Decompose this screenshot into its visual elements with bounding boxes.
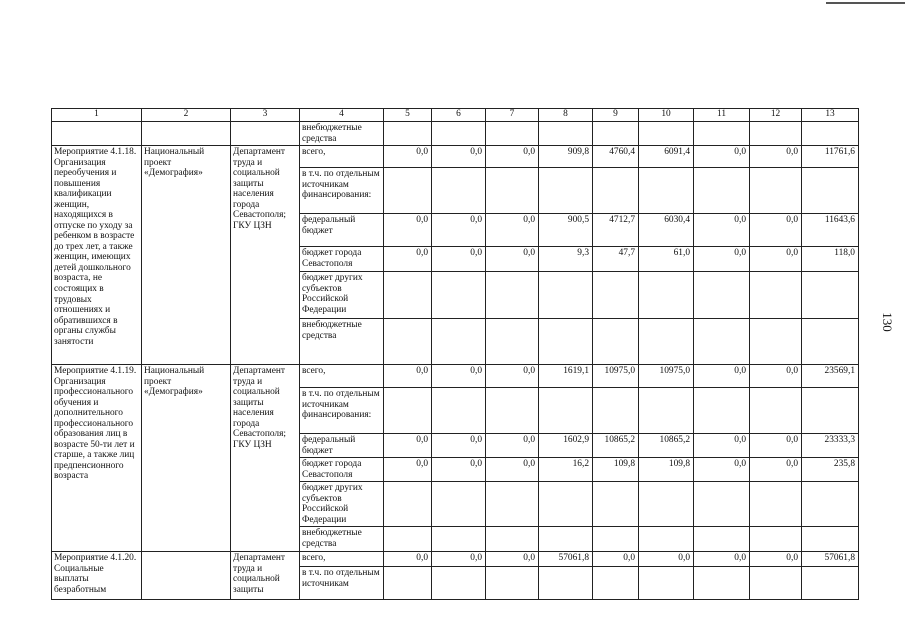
value-cell: 0,0 [694, 365, 750, 388]
value-cell [639, 122, 694, 146]
funding-source: всего, [300, 146, 384, 168]
value-cell: 11761,6 [802, 146, 859, 168]
executor: Департамент труда и социальной защиты населения города Севастополя; ГКУ ЦЗН [231, 146, 300, 365]
funding-source: федеральный бюджет [300, 434, 384, 458]
value-cell: 10865,2 [639, 434, 694, 458]
value-cell: 109,8 [639, 458, 694, 482]
empty-cell [142, 122, 231, 146]
value-cell: 0,0 [432, 146, 486, 168]
value-cell [539, 168, 593, 214]
value-cell: 0,0 [694, 552, 750, 567]
value-cell: 16,2 [539, 458, 593, 482]
value-cell: 0,0 [486, 458, 539, 482]
value-cell [593, 272, 639, 319]
value-cell: 0,0 [384, 552, 432, 567]
value-cell: 1619,1 [539, 365, 593, 388]
value-cell [639, 168, 694, 214]
value-cell: 57061,8 [802, 552, 859, 567]
value-cell [639, 388, 694, 434]
value-cell: 0,0 [486, 146, 539, 168]
funding-source: внебюджетные средства [300, 527, 384, 552]
value-cell: 0,0 [384, 458, 432, 482]
funding-source: всего, [300, 552, 384, 567]
value-cell: 10975,0 [639, 365, 694, 388]
funding-source: внебюджетные средства [300, 122, 384, 146]
value-cell [486, 168, 539, 214]
header-cell: 7 [486, 109, 539, 122]
value-cell [432, 482, 486, 527]
value-cell [639, 567, 694, 600]
value-cell [750, 272, 802, 319]
value-cell [593, 567, 639, 600]
value-cell: 0,0 [639, 552, 694, 567]
value-cell [432, 272, 486, 319]
value-cell: 6091,4 [639, 146, 694, 168]
value-cell: 0,0 [486, 247, 539, 272]
value-cell: 61,0 [639, 247, 694, 272]
funding-source: бюджет других субъектов Российской Федерации [300, 272, 384, 319]
value-cell: 0,0 [694, 214, 750, 247]
header-cell: 6 [432, 109, 486, 122]
value-cell [750, 388, 802, 434]
value-cell: 0,0 [694, 434, 750, 458]
value-cell [486, 388, 539, 434]
value-cell [539, 482, 593, 527]
value-cell: 0,0 [432, 247, 486, 272]
value-cell [486, 527, 539, 552]
value-cell [802, 319, 859, 365]
header-cell: 4 [300, 109, 384, 122]
value-cell: 0,0 [432, 365, 486, 388]
value-cell [802, 122, 859, 146]
header-cell: 2 [142, 109, 231, 122]
value-cell [432, 319, 486, 365]
continuation-row [52, 122, 859, 146]
measure-name: Мероприятие 4.1.18. Организация переобучения и повышения квалификации женщин, находящихся в отпуске по уходу за ребенком в возрасте до трех лет, а также женщин, имеющих детей дошкольного возраста, не состоящих в трудовых отношениях и обратившихся в органы службы занятости [52, 146, 142, 365]
value-cell: 11643,6 [802, 214, 859, 247]
value-cell: 0,0 [750, 434, 802, 458]
header-cell: 1 [52, 109, 142, 122]
value-cell: 1602,9 [539, 434, 593, 458]
value-cell [593, 122, 639, 146]
value-cell [802, 482, 859, 527]
value-cell [486, 122, 539, 146]
header-cell: 9 [593, 109, 639, 122]
value-cell [750, 168, 802, 214]
value-cell [750, 482, 802, 527]
value-cell [694, 567, 750, 600]
value-cell [384, 482, 432, 527]
value-cell [432, 388, 486, 434]
value-cell [539, 388, 593, 434]
value-cell: 0,0 [593, 552, 639, 567]
value-cell: 0,0 [384, 434, 432, 458]
value-cell: 0,0 [694, 247, 750, 272]
national-project: Национальный проект «Демография» [142, 365, 231, 552]
value-cell [802, 567, 859, 600]
measure-name: Мероприятие 4.1.20. Социальные выплаты безработным [52, 552, 142, 600]
value-cell [593, 319, 639, 365]
value-cell [639, 482, 694, 527]
funding-source: федеральный бюджет [300, 214, 384, 247]
table-row [52, 146, 859, 168]
funding-source: в т.ч. по отдельным источникам финансирования: [300, 388, 384, 434]
national-project: Национальный проект «Демография» [142, 146, 231, 365]
value-cell [694, 482, 750, 527]
value-cell: 0,0 [486, 434, 539, 458]
value-cell [539, 319, 593, 365]
top-rule [826, 2, 905, 4]
header-cell: 10 [639, 109, 694, 122]
value-cell [639, 527, 694, 552]
value-cell [750, 567, 802, 600]
value-cell: 235,8 [802, 458, 859, 482]
value-cell: 0,0 [694, 146, 750, 168]
funding-source: всего, [300, 365, 384, 388]
value-cell [384, 567, 432, 600]
value-cell: 10865,2 [593, 434, 639, 458]
value-cell [539, 527, 593, 552]
empty-cell [52, 122, 142, 146]
value-cell [486, 319, 539, 365]
value-cell: 9,3 [539, 247, 593, 272]
value-cell: 0,0 [750, 552, 802, 567]
value-cell: 0,0 [432, 552, 486, 567]
value-cell [694, 122, 750, 146]
value-cell: 909,8 [539, 146, 593, 168]
value-cell [539, 272, 593, 319]
value-cell [694, 168, 750, 214]
value-cell [593, 168, 639, 214]
value-cell [802, 272, 859, 319]
value-cell: 0,0 [750, 146, 802, 168]
value-cell [384, 388, 432, 434]
header-cell: 3 [231, 109, 300, 122]
value-cell: 6030,4 [639, 214, 694, 247]
value-cell: 900,5 [539, 214, 593, 247]
value-cell [694, 272, 750, 319]
header-row [52, 109, 859, 122]
value-cell: 0,0 [432, 458, 486, 482]
value-cell [694, 527, 750, 552]
value-cell [432, 527, 486, 552]
value-cell: 0,0 [750, 247, 802, 272]
value-cell: 10975,0 [593, 365, 639, 388]
value-cell [539, 567, 593, 600]
value-cell: 0,0 [432, 434, 486, 458]
value-cell [384, 168, 432, 214]
table-row [52, 365, 859, 388]
value-cell [750, 527, 802, 552]
value-cell: 0,0 [384, 247, 432, 272]
value-cell [639, 272, 694, 319]
header-cell: 12 [750, 109, 802, 122]
value-cell [486, 482, 539, 527]
value-cell: 0,0 [486, 365, 539, 388]
value-cell [694, 388, 750, 434]
value-cell [384, 272, 432, 319]
value-cell: 0,0 [432, 214, 486, 247]
table-row [52, 552, 859, 567]
value-cell [593, 527, 639, 552]
value-cell [694, 319, 750, 365]
measure-name: Мероприятие 4.1.19. Организация профессионального обучения и дополнительного профессионального образования лиц в возрасте 50-ти лет и старше, а также лиц предпенсионного возраста [52, 365, 142, 552]
funding-source: в т.ч. по отдельным источникам финансирования: [300, 168, 384, 214]
value-cell [750, 122, 802, 146]
value-cell: 0,0 [694, 458, 750, 482]
value-cell [539, 122, 593, 146]
value-cell [593, 482, 639, 527]
value-cell: 0,0 [750, 214, 802, 247]
value-cell: 4760,4 [593, 146, 639, 168]
value-cell: 57061,8 [539, 552, 593, 567]
national-project [142, 552, 231, 600]
value-cell [593, 388, 639, 434]
funding-source: бюджет города Севастополя [300, 247, 384, 272]
header-cell: 11 [694, 109, 750, 122]
funding-source: бюджет города Севастополя [300, 458, 384, 482]
value-cell [384, 319, 432, 365]
value-cell: 4712,7 [593, 214, 639, 247]
value-cell: 23333,3 [802, 434, 859, 458]
value-cell: 23569,1 [802, 365, 859, 388]
value-cell: 0,0 [384, 146, 432, 168]
value-cell [384, 122, 432, 146]
executor: Департамент труда и социальной защиты населения города Севастополя; ГКУ ЦЗН [231, 365, 300, 552]
value-cell [384, 527, 432, 552]
header-cell: 5 [384, 109, 432, 122]
value-cell: 0,0 [486, 214, 539, 247]
header-cell: 8 [539, 109, 593, 122]
executor: Департамент труда и социальной защиты [231, 552, 300, 600]
page-number: 130 [880, 312, 895, 332]
empty-cell [231, 122, 300, 146]
value-cell: 0,0 [750, 458, 802, 482]
value-cell: 118,0 [802, 247, 859, 272]
funding-source: бюджет других субъектов Российской Федерации [300, 482, 384, 527]
value-cell: 0,0 [750, 365, 802, 388]
value-cell [486, 272, 539, 319]
funding-source: внебюджетные средства [300, 319, 384, 365]
value-cell: 0,0 [384, 365, 432, 388]
value-cell: 0,0 [384, 214, 432, 247]
value-cell [486, 567, 539, 600]
value-cell: 0,0 [486, 552, 539, 567]
header-cell: 13 [802, 109, 859, 122]
value-cell [432, 168, 486, 214]
value-cell: 47,7 [593, 247, 639, 272]
value-cell: 109,8 [593, 458, 639, 482]
value-cell [432, 567, 486, 600]
budget-table [51, 108, 859, 600]
value-cell [802, 388, 859, 434]
value-cell [802, 168, 859, 214]
value-cell [639, 319, 694, 365]
value-cell [750, 319, 802, 365]
value-cell [802, 527, 859, 552]
funding-source: в т.ч. по отдельным источникам [300, 567, 384, 600]
value-cell [432, 122, 486, 146]
